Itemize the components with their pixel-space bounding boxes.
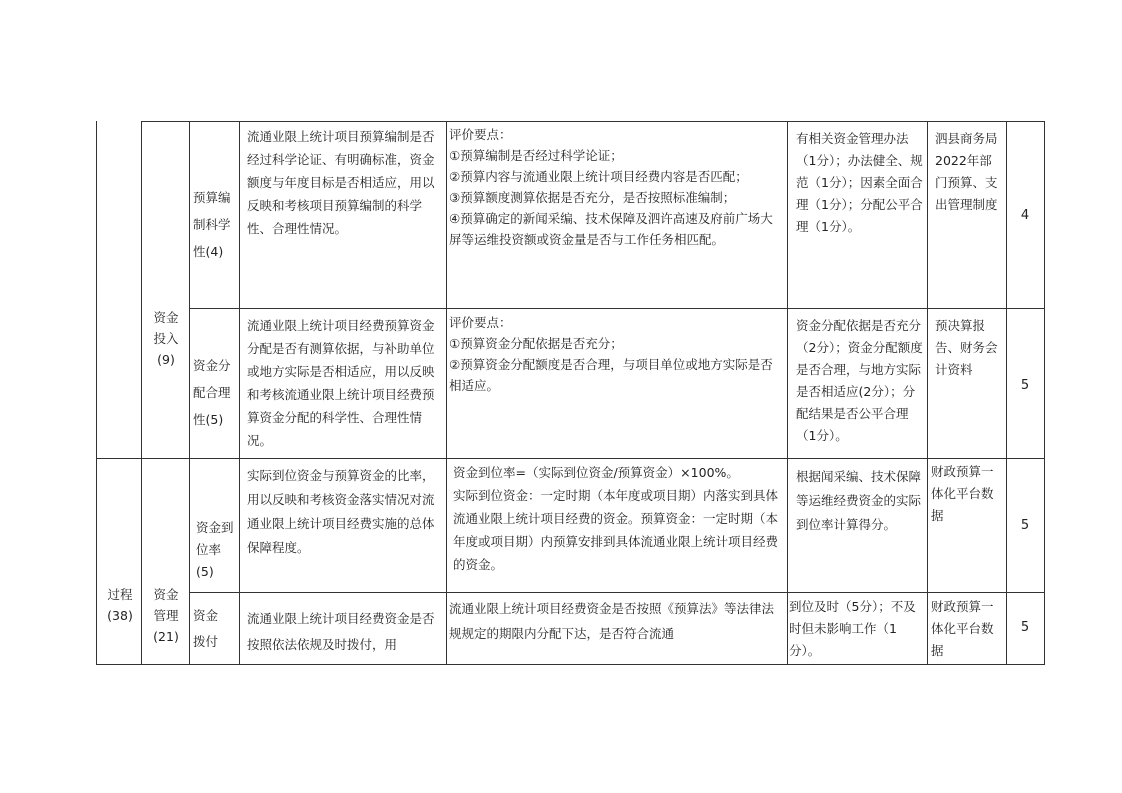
row2-scoring: 资金分配依据是否充分（2分）；资金分配额度是否合理，与地方实际是否相适应(2分）；分配结果是否公平合理（1分）。 xyxy=(796,318,923,443)
group-funds-input xyxy=(150,308,182,368)
row4-source: 财政预算一体化平台数据 xyxy=(931,599,994,658)
row3-scoring: 根据闻采编、技术保障等运维经费资金的实际到位率计算得分。 xyxy=(796,469,922,532)
table-border-col3 xyxy=(189,121,190,665)
table-border-bottom xyxy=(96,664,1045,665)
table-border-right xyxy=(1044,121,1045,665)
row2-source: 预决算报告、财务会计资料 xyxy=(935,318,998,377)
row3-explanation: 实际到位资金与预算资金的比率，用以反映和考核资金落实情况对流通业限上统计项目经费实施的总体保障程度。 xyxy=(247,468,435,555)
row1-indicator: 预算编制科学性(4) xyxy=(193,190,231,259)
row2-indicator: 资金分配合理性(5) xyxy=(193,358,231,427)
row1-score: 4 xyxy=(1020,207,1030,223)
table-border-col2 xyxy=(141,121,142,665)
row4-criteria: 流通业限上统计项目经费资金是否按照《预算法》等法律法规规定的期限内分配下达，是否符合流通 xyxy=(449,601,775,641)
group-funds-mgmt xyxy=(148,580,184,650)
row-divider-3 xyxy=(189,592,1045,593)
row2-score: 5 xyxy=(1020,377,1030,393)
table-border-top xyxy=(141,121,1045,122)
table-border-col7 xyxy=(927,121,928,665)
row2-explanation: 流通业限上统计项目经费预算资金分配是否有测算依据，与补助单位或地方实际是否相适应，用以反映和考核流通业限上统计项目经费预算资金分配的科学性、合理性情况。 xyxy=(247,318,435,448)
row4-indicator: 资金拨付 xyxy=(193,608,219,649)
table-border-col4 xyxy=(239,121,240,665)
row3-source: 财政预算一体化平台数据 xyxy=(931,464,994,523)
row4-scoring: 到位及时（5分）；不及时但未影响工作（1分）。 xyxy=(789,599,916,658)
group-process xyxy=(103,580,137,630)
row1-source: 泗县商务局2022年部门预算、支出管理制度 xyxy=(935,131,998,212)
row4-explanation: 流通业限上统计项目经费资金是否按照依法依规及时拨付，用 xyxy=(247,611,435,652)
group-funds-mgmt-label: 资金管理(21) xyxy=(153,586,179,644)
row3-score: 5 xyxy=(1020,517,1030,533)
table-border-col6 xyxy=(787,121,788,665)
group-funds-input-label: 资金投入(9) xyxy=(153,309,179,367)
row1-explanation: 流通业限上统计项目预算编制是否经过科学论证、有明确标准，资金额度与年度目标是否相适应，用以反映和考核项目预算编制的科学性、合理性情况。 xyxy=(247,129,435,236)
row4-score: 5 xyxy=(1020,619,1030,635)
row2-criteria: 评价要点： ①预算资金分配依据是否充分； ②预算资金分配额度是否合理，与项目单位或地方实际是否相适应。 xyxy=(449,315,773,393)
table-border-left xyxy=(96,121,97,665)
row3-indicator: 资金到位率(5) xyxy=(196,520,234,579)
group-process-label: 过程(38) xyxy=(107,587,133,623)
row1-scoring: 有相关资金管理办法（1分）；办法健全、规范（1分）；因素全面合理（1分）；分配公平合理（1分）。 xyxy=(796,131,923,234)
table-border-col5 xyxy=(446,121,447,665)
row-divider-2 xyxy=(96,458,1045,459)
row3-criteria: 资金到位率=（实际到位资金/预算资金）×100%。 实际到位资金：一定时期（本年度或项目期）内落实到具体流通业限上统计项目经费的资金。预算资金：一定时期（本年度或项目期）内预算安排到具体流通业限上统计项目经费的资金。 xyxy=(453,465,779,572)
row-divider-1 xyxy=(189,308,1045,309)
row1-criteria: 评价要点： ①预算编制是否经过科学论证； ②预算内容与流通业限上统计项目经费内容是否匹配； ③预算额度测算依据是否充分，是否按照标准编制； ④预算确定的新闻采编、技术保障及泗许高速及府前广场大屏等运维投资额或资金量是否与工作任务相匹配。 xyxy=(449,127,773,247)
